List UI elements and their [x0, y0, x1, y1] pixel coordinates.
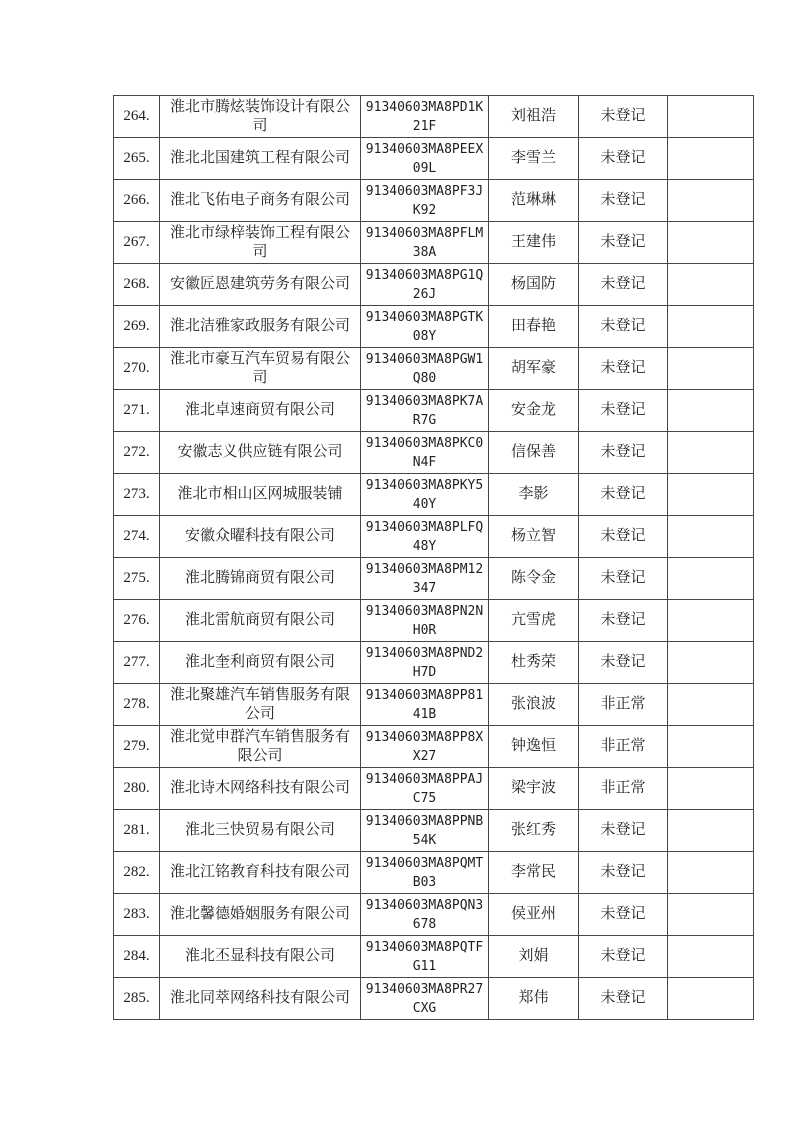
status-cell: 未登记	[579, 306, 668, 348]
company-name: 淮北同萃网络科技有限公司	[169, 990, 350, 1006]
company-name-cell	[160, 978, 361, 1020]
person-name-cell: 郑伟	[489, 978, 579, 1020]
table-row	[114, 768, 754, 810]
credit-code: 91340603MA8PQTFG11	[365, 939, 484, 974]
row-index-cell	[114, 264, 160, 306]
note-cell	[668, 852, 754, 894]
credit-code-cell	[361, 894, 489, 936]
credit-code-cell	[361, 600, 489, 642]
table-row	[114, 348, 754, 390]
status-cell: 未登记	[579, 894, 668, 936]
company-name: 淮北市豪互汽车贸易有限公司	[169, 350, 350, 386]
note-cell	[668, 810, 754, 852]
credit-code: 91340603MA8PP8XX27	[365, 729, 484, 764]
credit-code: 91340603MA8PR27CXG	[365, 981, 484, 1016]
note-cell	[668, 684, 754, 726]
table-row	[114, 978, 754, 1020]
status-cell: 未登记	[579, 96, 668, 138]
person-name-cell: 田春艳	[489, 306, 579, 348]
company-name-cell	[160, 768, 361, 810]
company-name-cell	[160, 642, 361, 684]
company-name-cell	[160, 222, 361, 264]
credit-code: 91340603MA8PGTK08Y	[365, 309, 484, 344]
status-cell: 未登记	[579, 348, 668, 390]
row-index-cell	[114, 516, 160, 558]
row-index: 267.	[123, 234, 150, 250]
table-row	[114, 894, 754, 936]
credit-code-cell	[361, 516, 489, 558]
row-index-cell	[114, 558, 160, 600]
note-cell	[668, 558, 754, 600]
row-index: 278.	[123, 696, 150, 712]
table-row	[114, 96, 754, 138]
row-index-cell	[114, 600, 160, 642]
row-index: 265.	[123, 150, 150, 166]
credit-code-cell	[361, 348, 489, 390]
credit-code-cell	[361, 642, 489, 684]
credit-code-cell	[361, 558, 489, 600]
person-name-cell: 杨立智	[489, 516, 579, 558]
company-name-cell	[160, 432, 361, 474]
row-index-cell	[114, 894, 160, 936]
person-name-cell: 杜秀荣	[489, 642, 579, 684]
company-name: 淮北卓速商贸有限公司	[184, 402, 335, 418]
credit-code: 91340603MA8PN2NH0R	[365, 603, 484, 638]
company-name-cell	[160, 264, 361, 306]
status-cell: 未登记	[579, 852, 668, 894]
row-index-cell	[114, 96, 160, 138]
status-cell: 未登记	[579, 516, 668, 558]
row-index-cell	[114, 684, 160, 726]
note-cell	[668, 474, 754, 516]
note-cell	[668, 264, 754, 306]
status-cell: 未登记	[579, 600, 668, 642]
row-index: 283.	[123, 906, 150, 922]
company-name-cell	[160, 600, 361, 642]
note-cell	[668, 222, 754, 264]
row-index-cell	[114, 432, 160, 474]
person-name-cell: 李影	[489, 474, 579, 516]
row-index: 271.	[123, 402, 150, 418]
company-name-cell	[160, 726, 361, 768]
status-cell: 未登记	[579, 558, 668, 600]
status-cell: 非正常	[579, 684, 668, 726]
credit-code: 91340603MA8PD1K21F	[365, 99, 484, 134]
credit-code: 91340603MA8PQMTB03	[365, 855, 484, 890]
note-cell	[668, 180, 754, 222]
company-name: 淮北市相山区网城服装铺	[177, 486, 343, 502]
row-index: 285.	[123, 990, 150, 1006]
company-name-cell	[160, 138, 361, 180]
status-cell: 未登记	[579, 264, 668, 306]
company-name: 安徽匠恩建筑劳务有限公司	[169, 276, 350, 292]
table-row	[114, 474, 754, 516]
note-cell	[668, 138, 754, 180]
row-index: 280.	[123, 780, 150, 796]
note-cell	[668, 390, 754, 432]
table-row	[114, 432, 754, 474]
table-row	[114, 936, 754, 978]
table-row	[114, 852, 754, 894]
row-index: 264.	[123, 108, 150, 124]
person-name-cell: 王建伟	[489, 222, 579, 264]
status-cell: 未登记	[579, 642, 668, 684]
company-name-cell	[160, 348, 361, 390]
row-index-cell	[114, 978, 160, 1020]
person-name-cell: 钟逸恒	[489, 726, 579, 768]
company-name: 淮北诗木网络科技有限公司	[169, 780, 350, 796]
credit-code: 91340603MA8PFLM38A	[365, 225, 484, 260]
row-index-cell	[114, 852, 160, 894]
company-name-cell	[160, 558, 361, 600]
company-name: 淮北馨德婚姻服务有限公司	[169, 906, 350, 922]
credit-code-cell	[361, 390, 489, 432]
row-index-cell	[114, 768, 160, 810]
company-name-cell	[160, 96, 361, 138]
credit-code: 91340603MA8PQN3678	[365, 897, 484, 932]
credit-code-cell	[361, 432, 489, 474]
note-cell	[668, 96, 754, 138]
table-body	[114, 96, 754, 1020]
credit-code-cell	[361, 810, 489, 852]
company-name: 安徽志义供应链有限公司	[177, 444, 343, 460]
credit-code-cell	[361, 768, 489, 810]
person-name-cell: 亢雪虎	[489, 600, 579, 642]
table-row	[114, 180, 754, 222]
note-cell	[668, 894, 754, 936]
company-name: 淮北洁雅家政服务有限公司	[169, 318, 350, 334]
company-name: 淮北雷航商贸有限公司	[184, 612, 335, 628]
company-name: 淮北三快贸易有限公司	[184, 822, 335, 838]
status-cell: 非正常	[579, 768, 668, 810]
credit-code-cell	[361, 306, 489, 348]
person-name-cell: 杨国防	[489, 264, 579, 306]
note-cell	[668, 936, 754, 978]
credit-code: 91340603MA8PK7AR7G	[365, 393, 484, 428]
credit-code-cell	[361, 180, 489, 222]
table-row	[114, 726, 754, 768]
row-index-cell	[114, 390, 160, 432]
row-index: 284.	[123, 948, 150, 964]
person-name-cell: 张红秀	[489, 810, 579, 852]
table-row	[114, 264, 754, 306]
note-cell	[668, 516, 754, 558]
company-name-cell	[160, 894, 361, 936]
table-row	[114, 222, 754, 264]
credit-code-cell	[361, 852, 489, 894]
note-cell	[668, 726, 754, 768]
row-index: 279.	[123, 738, 150, 754]
row-index: 266.	[123, 192, 150, 208]
person-name-cell: 胡军豪	[489, 348, 579, 390]
credit-code-cell	[361, 474, 489, 516]
credit-code: 91340603MA8PEEX09L	[365, 141, 484, 176]
company-name-cell	[160, 810, 361, 852]
person-name-cell: 范琳琳	[489, 180, 579, 222]
credit-code: 91340603MA8PF3JK92	[365, 183, 484, 218]
row-index: 268.	[123, 276, 150, 292]
row-index-cell	[114, 726, 160, 768]
credit-code: 91340603MA8PLFQ48Y	[365, 519, 484, 554]
company-name-cell	[160, 390, 361, 432]
company-name-cell	[160, 180, 361, 222]
row-index: 269.	[123, 318, 150, 334]
table-row	[114, 642, 754, 684]
row-index-cell	[114, 474, 160, 516]
row-index-cell	[114, 642, 160, 684]
credit-code: 91340603MA8PKY540Y	[365, 477, 484, 512]
status-cell: 未登记	[579, 810, 668, 852]
row-index: 272.	[123, 444, 150, 460]
credit-code-cell	[361, 222, 489, 264]
row-index-cell	[114, 810, 160, 852]
status-cell: 未登记	[579, 474, 668, 516]
credit-code: 91340603MA8PP8141B	[365, 687, 484, 722]
company-name-cell	[160, 474, 361, 516]
row-index: 273.	[123, 486, 150, 502]
row-index-cell	[114, 348, 160, 390]
status-cell: 未登记	[579, 432, 668, 474]
note-cell	[668, 600, 754, 642]
company-name: 安徽众曜科技有限公司	[184, 528, 335, 544]
note-cell	[668, 306, 754, 348]
person-name-cell: 刘娟	[489, 936, 579, 978]
company-name-cell	[160, 936, 361, 978]
row-index-cell	[114, 138, 160, 180]
person-name-cell: 梁宇波	[489, 768, 579, 810]
person-name-cell: 李雪兰	[489, 138, 579, 180]
table-row	[114, 306, 754, 348]
company-name: 淮北聚雄汽车销售服务有限公司	[169, 686, 350, 722]
row-index: 276.	[123, 612, 150, 628]
credit-code-cell	[361, 264, 489, 306]
table-row	[114, 390, 754, 432]
credit-code: 91340603MA8PG1Q26J	[365, 267, 484, 302]
company-name: 淮北飞佑电子商务有限公司	[169, 192, 350, 208]
row-index: 274.	[123, 528, 150, 544]
company-name: 淮北江铭教育科技有限公司	[169, 864, 350, 880]
status-cell: 未登记	[579, 978, 668, 1020]
note-cell	[668, 978, 754, 1020]
status-cell: 未登记	[579, 390, 668, 432]
note-cell	[668, 348, 754, 390]
company-name: 淮北北国建筑工程有限公司	[169, 150, 350, 166]
person-name-cell: 刘祖浩	[489, 96, 579, 138]
note-cell	[668, 642, 754, 684]
status-cell: 未登记	[579, 138, 668, 180]
status-cell: 非正常	[579, 726, 668, 768]
status-cell: 未登记	[579, 180, 668, 222]
person-name-cell: 信保善	[489, 432, 579, 474]
person-name-cell: 侯亚州	[489, 894, 579, 936]
credit-code-cell	[361, 726, 489, 768]
row-index-cell	[114, 936, 160, 978]
person-name-cell: 安金龙	[489, 390, 579, 432]
status-cell: 未登记	[579, 222, 668, 264]
table-row	[114, 600, 754, 642]
company-name: 淮北觉申群汽车销售服务有限公司	[169, 728, 350, 764]
row-index-cell	[114, 306, 160, 348]
company-name: 淮北奎利商贸有限公司	[184, 654, 335, 670]
row-index: 275.	[123, 570, 150, 586]
row-index-cell	[114, 222, 160, 264]
credit-code: 91340603MA8PKC0N4F	[365, 435, 484, 470]
company-name: 淮北市绿梓装饰工程有限公司	[169, 224, 350, 260]
company-name-cell	[160, 852, 361, 894]
table-row	[114, 558, 754, 600]
company-name: 淮北丕显科技有限公司	[184, 948, 335, 964]
person-name-cell: 李常民	[489, 852, 579, 894]
company-registry-table	[113, 95, 754, 1020]
note-cell	[668, 432, 754, 474]
credit-code-cell	[361, 684, 489, 726]
credit-code: 91340603MA8PGW1Q80	[365, 351, 484, 386]
company-name: 淮北市腾炫装饰设计有限公司	[169, 98, 350, 134]
credit-code: 91340603MA8PM12347	[365, 561, 484, 596]
row-index-cell	[114, 180, 160, 222]
company-name-cell	[160, 306, 361, 348]
company-name-cell	[160, 516, 361, 558]
credit-code-cell	[361, 96, 489, 138]
credit-code: 91340603MA8PND2H7D	[365, 645, 484, 680]
table-row	[114, 684, 754, 726]
company-name-cell	[160, 684, 361, 726]
table-row	[114, 810, 754, 852]
table-row	[114, 516, 754, 558]
row-index: 281.	[123, 822, 150, 838]
row-index: 277.	[123, 654, 150, 670]
credit-code-cell	[361, 138, 489, 180]
status-cell: 未登记	[579, 936, 668, 978]
credit-code-cell	[361, 936, 489, 978]
table-row	[114, 138, 754, 180]
person-name-cell: 张浪波	[489, 684, 579, 726]
person-name-cell: 陈令金	[489, 558, 579, 600]
company-name: 淮北腾锦商贸有限公司	[184, 570, 335, 586]
credit-code: 91340603MA8PPAJC75	[365, 771, 484, 806]
note-cell	[668, 768, 754, 810]
row-index: 282.	[123, 864, 150, 880]
row-index: 270.	[123, 360, 150, 376]
credit-code-cell	[361, 978, 489, 1020]
credit-code: 91340603MA8PPNB54K	[365, 813, 484, 848]
